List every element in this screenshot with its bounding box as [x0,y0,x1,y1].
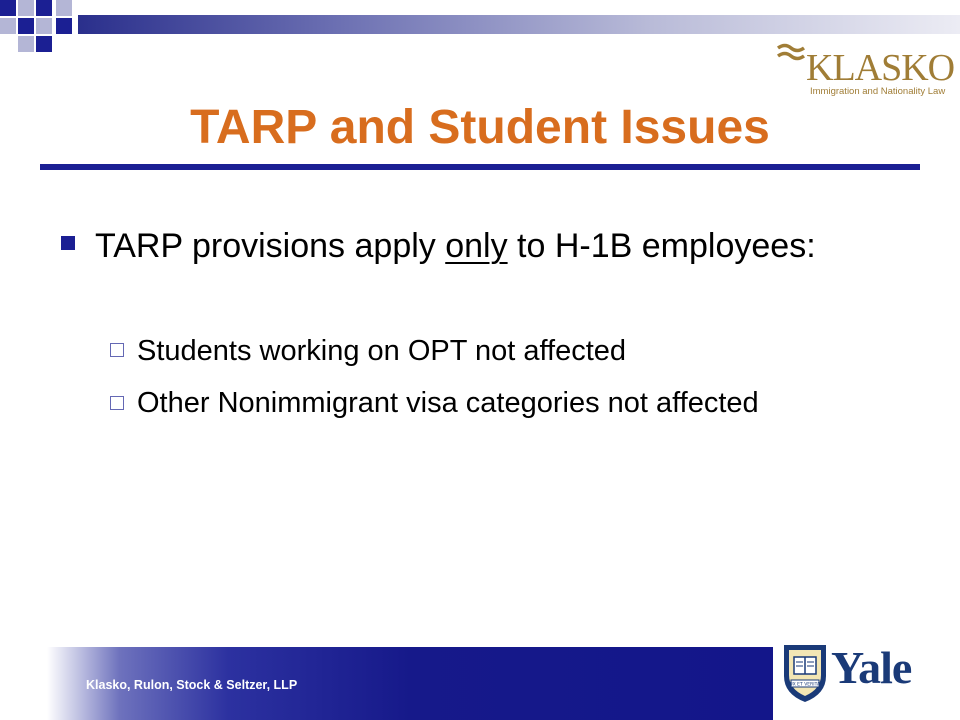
yale-motto: LUX ET VERITAS [787,682,823,688]
klasko-logo-name: KLASKO [806,47,955,89]
sub-bullet-text: Students working on OPT not affected [137,335,627,367]
klasko-wave-icon [776,42,806,70]
corner-square [0,0,16,16]
yale-shield-icon [781,642,829,704]
main-bullet-emphasis: only [445,227,508,265]
main-bullet-text [95,222,835,270]
main-bullet-text-start: TARP provisions apply [95,227,446,265]
corner-square [36,18,52,34]
corner-square [18,18,34,34]
corner-square [56,0,72,16]
corner-square [0,18,16,34]
corner-square [36,36,52,52]
hollow-square-bullet-icon [110,343,124,357]
klasko-logo-tagline: Immigration and Nationality Law [810,86,946,97]
slide-title: TARP and Student Issues [190,101,770,154]
klasko-logo [776,40,955,100]
corner-square [56,18,72,34]
square-bullet-icon [61,236,75,250]
yale-wordmark: Yale [831,642,912,693]
header-gradient-bar [78,15,960,34]
corner-square [18,0,34,16]
hollow-square-bullet-icon [110,396,124,410]
corner-square [18,36,34,52]
sub-bullet-text: Other Nonimmigrant visa categories not affected [137,387,759,419]
main-bullet-text-end: to H-1B employees: [507,227,816,265]
footer-firm-name: Klasko, Rulon, Stock & Seltzer, LLP [86,678,298,692]
corner-square [36,0,52,16]
title-divider [40,164,920,170]
